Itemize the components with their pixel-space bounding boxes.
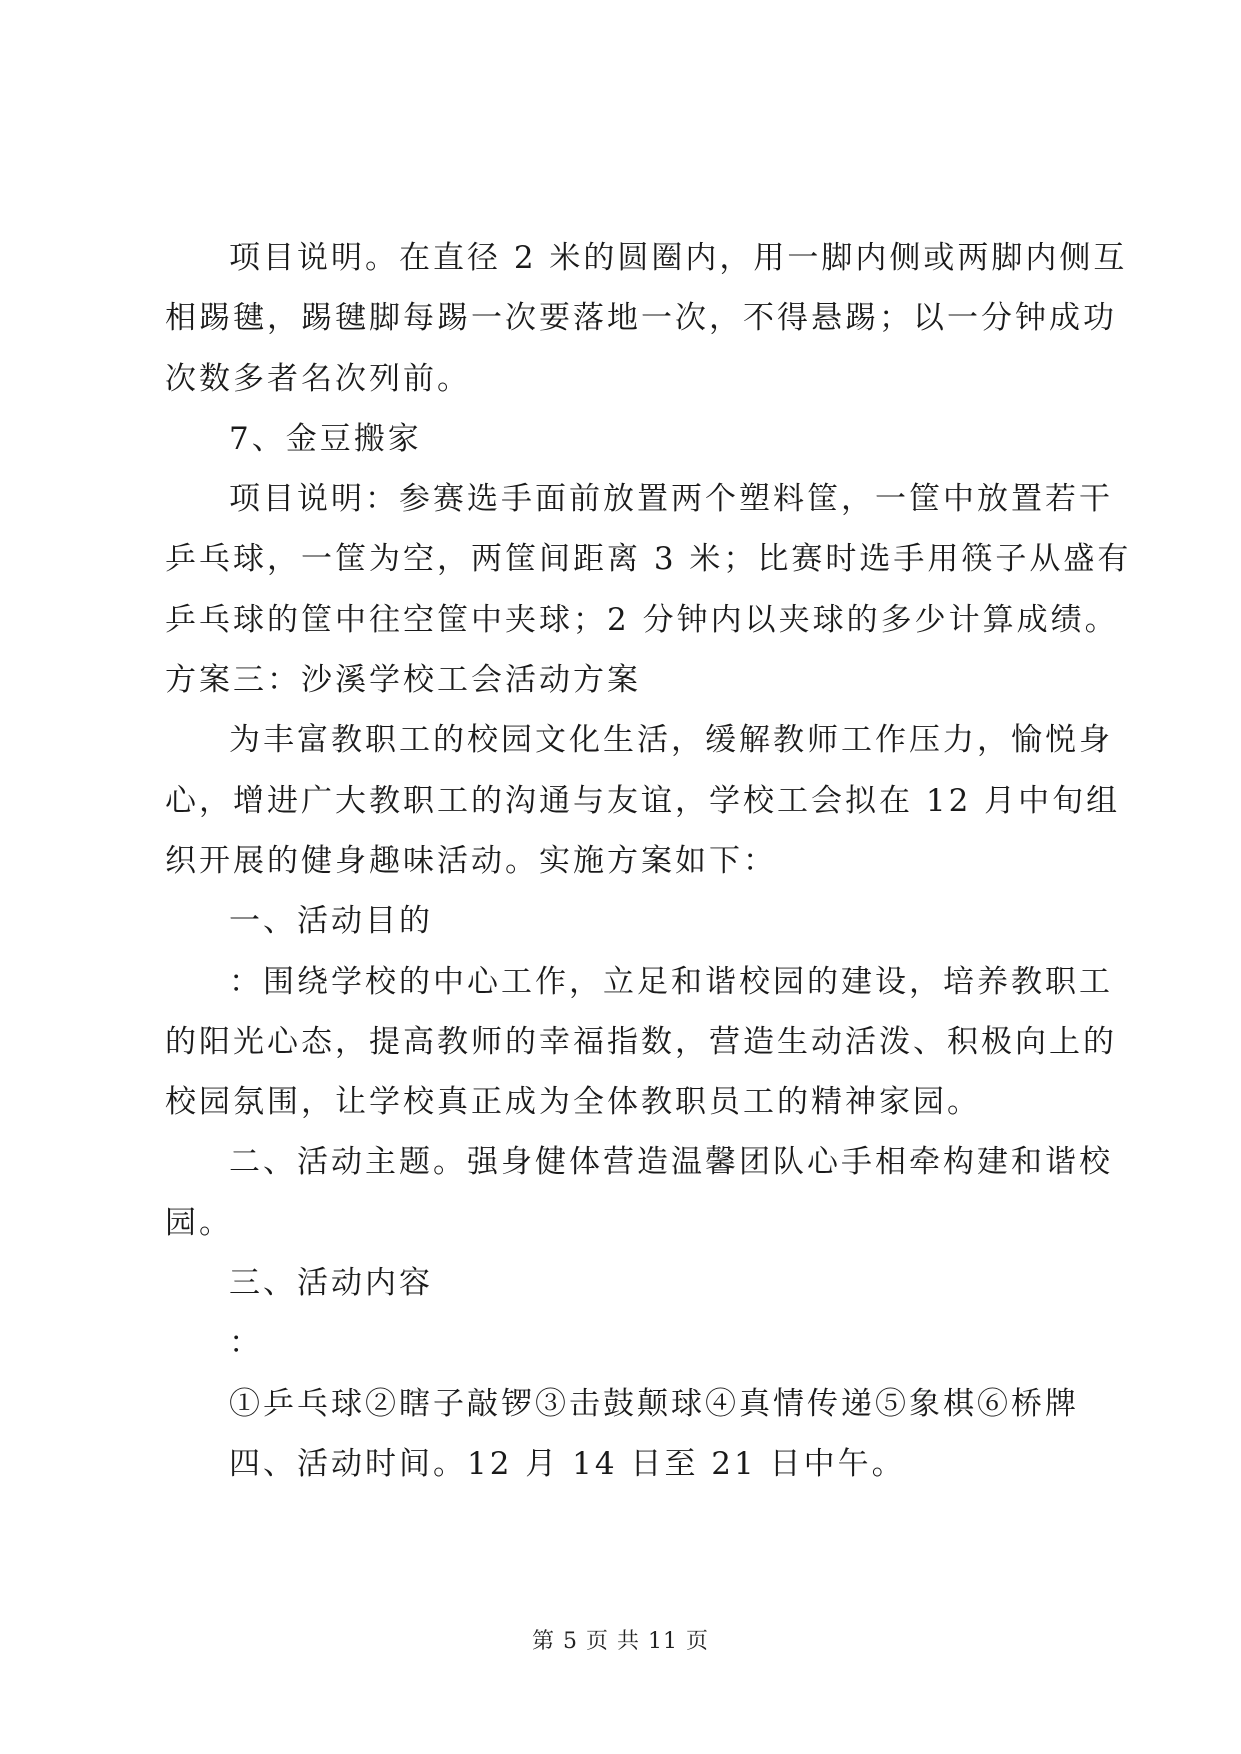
section-heading: 四、活动时间。12 月 14 日至 21 日中午。 [229, 1445, 906, 1482]
paragraph-line: 相踢毽，踢毽脚每踢一次要落地一次，不得悬踢；以一分钟成功 [165, 300, 1117, 337]
section-heading: 二、活动主题。强身健体营造温馨团队心手相牵构建和谐校 [229, 1144, 1113, 1181]
paragraph-line: 乒乓球的筐中往空筐中夹球；2 分钟内以夹球的多少计算成绩。 [165, 601, 1119, 638]
paragraph-line: 为丰富教职工的校园文化生活，缓解教师工作压力，愉悦身 [229, 722, 1113, 759]
paragraph-line: 项目说明。在直径 2 米的圆圈内，用一脚内侧或两脚内侧互 [229, 240, 1128, 276]
document-body [165, 228, 1132, 1494]
page-number-footer: 第 5 页 共 11 页 [532, 1629, 709, 1654]
section-heading: 7、金豆搬家 [229, 420, 422, 457]
section-heading: 一、活动目的 [229, 903, 433, 940]
paragraph-line: 次数多者名次列前。 [165, 360, 471, 397]
paragraph-line: 织开展的健身趣味活动。实施方案如下： [165, 842, 777, 879]
paragraph-line: 心，增进广大教职工的沟通与友谊，学校工会拟在 12 月中旬组 [165, 782, 1121, 819]
activity-list: ①乒乓球②瞎子敲锣③击鼓颠球④真情传递⑤象棋⑥桥牌 [229, 1385, 1079, 1422]
paragraph-line: 校园氛围，让学校真正成为全体教职员工的精神家园。 [165, 1084, 981, 1121]
paragraph-line: 的阳光心态，提高教师的幸福指数，营造生动活泼、积极向上的 [165, 1023, 1117, 1060]
section-heading: 三、活动内容 [229, 1265, 433, 1302]
paragraph-line: 乒乓球，一筐为空，两筐间距离 3 米；比赛时选手用筷子从盛有 [165, 541, 1132, 578]
paragraph-line: ：围绕学校的中心工作，立足和谐校园的建设，培养教职工 [229, 963, 1113, 1000]
paragraph-line: ： [229, 1325, 263, 1362]
paragraph-line: 项目说明：参赛选手面前放置两个塑料筐，一筐中放置若干 [229, 481, 1113, 518]
paragraph-line: 园。 [165, 1204, 233, 1241]
plan-title: 方案三：沙溪学校工会活动方案 [165, 662, 641, 699]
